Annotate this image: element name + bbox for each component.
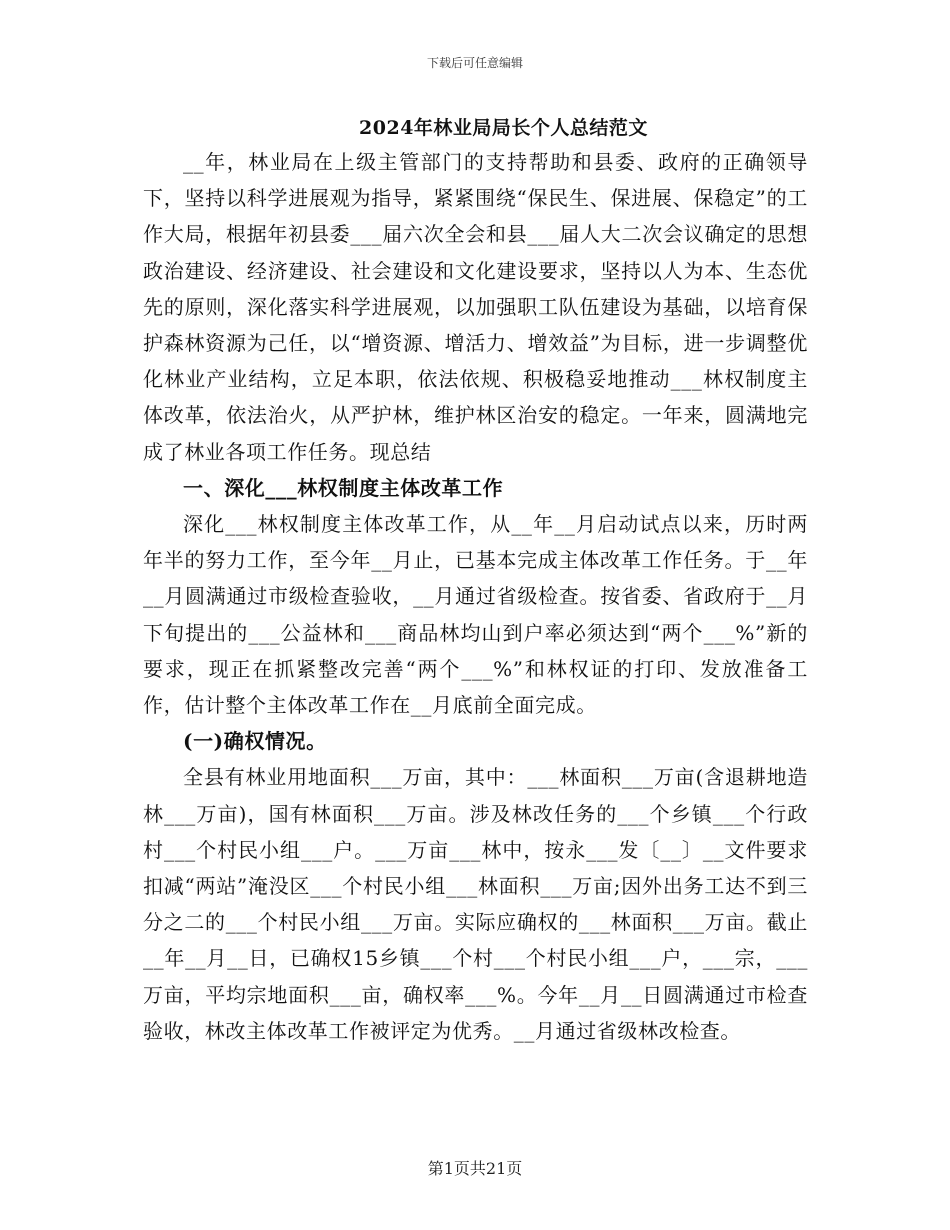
section-1-paragraph: 深化___林权制度主体改革工作，从__年__月启动试点以来，历时两年半的努力工作，至今年__月止，已基本完成主体改革工作任务。于__年__月圆满通过市级检查验收，__月通过省级检查。按省委、省政府于__月下旬提出的___公益林和___商品林均山到户率必须达到“两个___%”新的要求，现正在抓紧整改完善“两个___%”和林权证的打印、发放准备工作，估计整个主体改革工作在__月底前全面完成。 [143, 512, 808, 718]
document-title: 2024年林业局局长个人总结范文 [359, 117, 648, 139]
section-1-heading: 一、深化___林权制度主体改革工作 [183, 475, 504, 500]
page-header-note: 下载后可任意编辑 [426, 56, 523, 70]
subsection-1-paragraph: 全县有林业用地面积___万亩，其中：___林面积___万亩(含退耕地造林___万亩)，国有林面积___万亩。涉及林改任务的___个乡镇___个行政村___个村民小组___户。___万亩___林中，按永___发〔__〕__文件要求扣减“两站”淹没区___个村民小组___林面积___万亩;因外出务工达不到三分之二的___个村民小组___万亩。实际应确权的___林面积___万亩。截止__年__月__日，已确权15乡镇___个村___个村民小组___户，___宗，___万亩，平均宗地面积___亩，确权率___%。今年__月__日圆满通过市检查验收，林改主体改革工作被评定为优秀。__月通过省级林改检查。 [143, 765, 808, 1043]
document-body [143, 112, 808, 1049]
page-number-footer: 第1页共21页 [427, 1159, 523, 1178]
intro-paragraph: __年，林业局在上级主管部门的支持帮助和县委、政府的正确领导下，坚持以科学进展观为指导，紧紧围绕“保民生、保进展、保稳定”的工作大局，根据年初县委___届六次全会和县___届人大二次会议确定的思想政治建设、经济建设、社会建设和文化建设要求，坚持以人为本、生态优先的原则，深化落实科学进展观，以加强职工队伍建设为基础，以培育保护森林资源为己任，以“增资源、增活力、增效益”为目标，进一步调整优化林业产业结构，立足本职，依法依规、积极稳妥地推动___林权制度主体改革，依法治火，从严护林，维护林区治安的稳定。一年来，圆满地完成了林业各项工作任务。现总结 [143, 150, 808, 464]
subsection-1-heading: (一)确权情况。 [183, 729, 327, 754]
